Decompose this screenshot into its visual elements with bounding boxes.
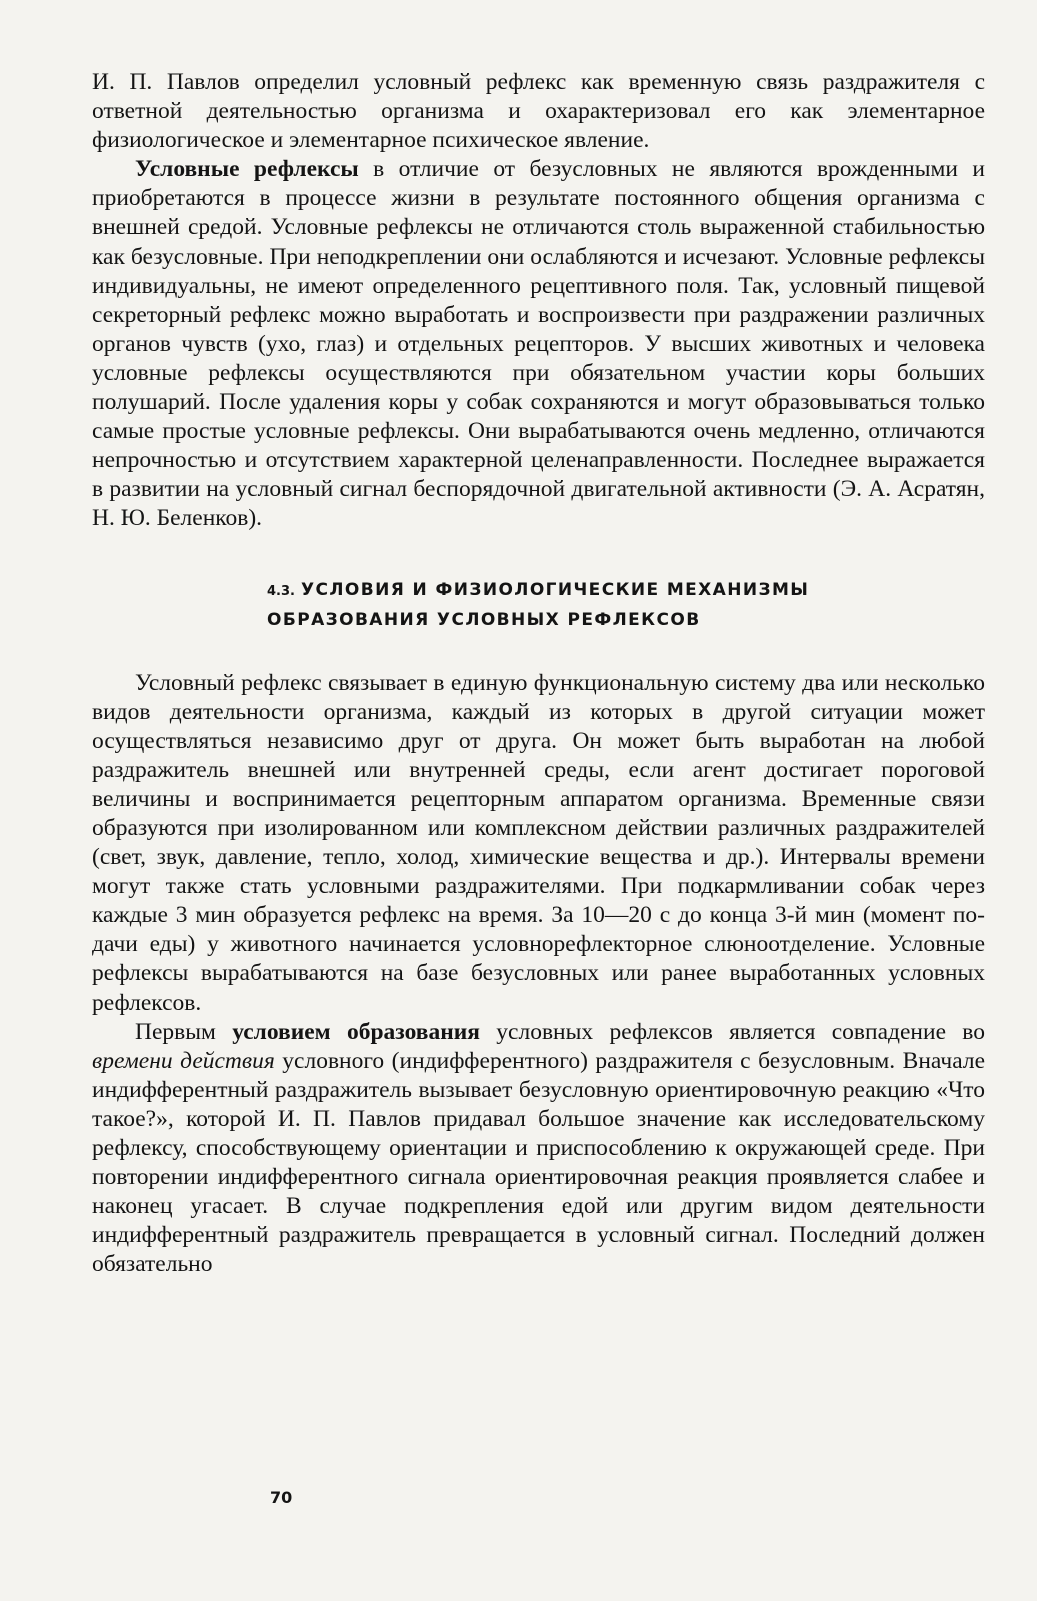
- paragraph-3-text: Условный рефлекс связывает в единую функциональную систему два или несколько видов деятельности организма, каждый из которых в другой ситуации может осуществляться независимо друг от друга. Он может быть выработан на любой раздражитель внешней или внутренней среды, если агент достигает пороговой величины и воспринимается рецепторным аппаратом организма. Временные связи образуются при изолированном или комплексном действии различных раздражителей (свет, звук, давление, тепло, холод, химические вещества и др.). Интервалы времени могут также стать условными раздражителями. При подкармливании собак через каждые 3 мин образуется рефлекс на время. За 10—20 с до конца 3-й мин (момент подачи еды) у животного начинается условнорефлекторное слюноотделение. Условные рефлексы вырабатываются на базе безусловных или ранее выработанных условных рефлексов.: [92, 669, 985, 1016]
- term-conditioned-reflexes: Условные рефлексы: [135, 156, 359, 183]
- paragraph-1: [92, 68, 985, 155]
- section-heading-line-1: [267, 576, 985, 606]
- page-number: 70: [270, 1488, 293, 1507]
- term-condition-of-formation: условием образования: [232, 1018, 480, 1045]
- paragraph-4-text-b: условных рефлексов является совпадение во: [480, 1018, 985, 1045]
- term-time-of-action: времени действия: [92, 1047, 275, 1074]
- paragraph-2-text: в отличие от безусловных не являются врожденными и приобретаются в процессе жизни в результате постоянного общения организма с внешней средой. Условные рефлексы не отличаются столь выраженной стабильностью как безусловные. При неподкреплении они ослабляются и исчезают. Условные рефлексы индивидуальны, не имеют определенного рецептивного поля. Так, условный пищевой секреторный рефлекс можно выработать и воспроизвести при раздражении различных органов чувств (ухо, глаз) и отдельных рецепторов. У высших животных и человека условные рефлексы осуществляются при обязательном участии коры больших полушарий. После удаления коры у собак сохраняются и могут образовываться только самые простые условные рефлексы. Они вырабатываются очень медленно, отличаются непрочностью и отсутствием характерной целенаправленности. Последнее выражается в развитии на условный сигнал беспорядочной двигательной активности (Э. А. Асратян, Н. Ю. Беленков).: [92, 156, 985, 532]
- paragraph-2: [92, 155, 985, 533]
- paragraph-4: [92, 1018, 985, 1280]
- paragraph-4-text-a: Первым: [135, 1018, 233, 1045]
- section-number: 4.3.: [267, 583, 295, 599]
- paragraph-4-text-c: условного (индифферентного) раздражителя с безусловным. Вначале индифферентный раздражитель вызывает безусловную ориентировочную реакцию «Что такое?», которой И. П. Павлов придавал большое значение как исследовательскому рефлексу, способствующему ориентации и приспособлению к окружающей среде. При повторении индифферентного сигнала ориентировочная реакция проявляется слабее и наконец угасает. В случае подкрепления едой или другим видом деятельности индифферентный раздражитель превращается в условный сигнал. Последний должен обязательно: [92, 1047, 985, 1278]
- section-heading: [92, 576, 985, 634]
- section-title-line-1: УСЛОВИЯ И ФИЗИОЛОГИЧЕСКИЕ МЕХАНИЗМЫ: [300, 579, 810, 600]
- page-body: [92, 68, 985, 1279]
- paragraph-3: [92, 669, 985, 1018]
- section-title-line-2: ОБРАЗОВАНИЯ УСЛОВНЫХ РЕФЛЕКСОВ: [267, 609, 701, 630]
- paragraph-1-text: И. П. Павлов определил условный рефлекс как временную связь раздражителя с ответной деятельностью организма и охарактеризовал его как элементарное физиологическое и элементарное психическое явление.: [92, 69, 985, 154]
